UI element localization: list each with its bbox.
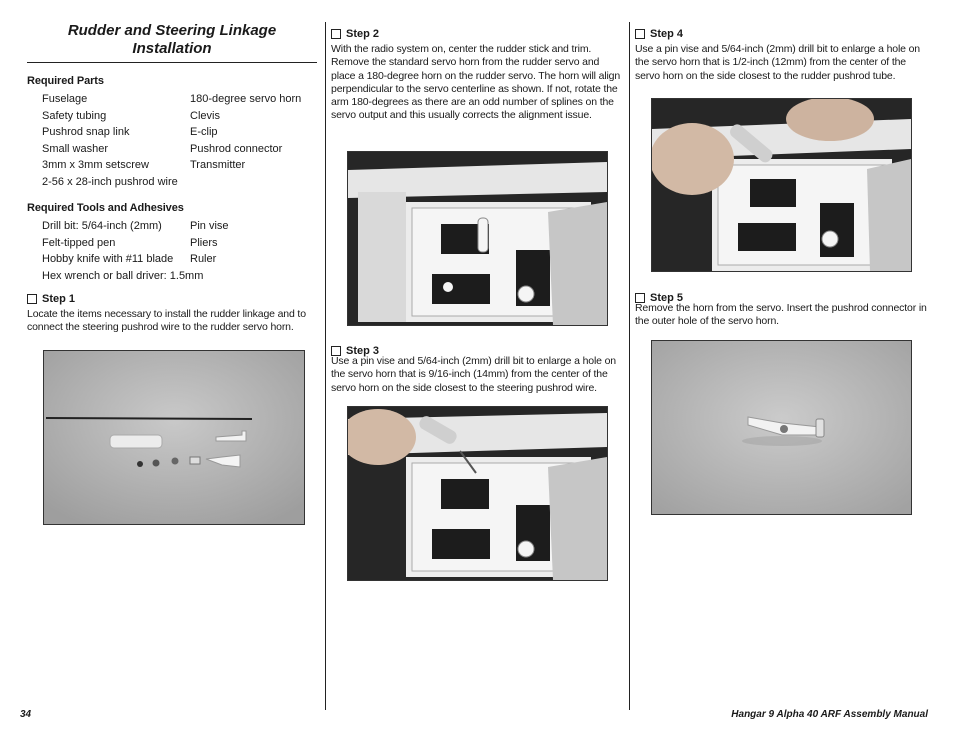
tool-item: Pliers [190,236,218,249]
required-parts-heading: Required Parts [27,75,104,87]
step-4-text: Use a pin vise and 5/64-inch (2mm) drill bit to enlarge a hole on the servo horn that is 1/2-inch (12mm) from the center of the servo horn on the side closest to the rudder pushrod tube. [635,43,920,82]
column-divider-right [629,22,630,710]
step-2-label: Step 2 [346,28,380,40]
part-item: Pushrod snap link [42,126,130,138]
step-1-photo [43,350,305,525]
step-2-checkbox[interactable] [331,29,341,39]
step-2-photo [347,151,608,326]
page-number: 34 [20,709,32,720]
part-item: 180-degree servo horn [190,93,302,105]
step-5-text: Remove the horn from the servo. Insert the pushrod connector in the outer hole of the servo horn. [635,302,927,328]
step-4-heading [635,28,927,40]
part-item [190,174,330,191]
tool-item: Felt-tipped pen [42,236,116,249]
tool-item: Drill bit: 5/64-inch (2mm) [42,220,162,232]
manual-title: Hangar 9 Alpha 40 ARF Assembly Manual [731,709,928,720]
column-middle [331,22,623,394]
step-1-checkbox[interactable] [27,294,37,304]
tool-item [190,268,330,285]
step-1-label: Step 1 [42,293,76,305]
tool-item: Pin vise [190,220,229,232]
required-tools-list [27,218,317,284]
section-title-line1: Rudder and Steering Linkage [67,22,277,39]
step-2-heading [331,28,623,40]
step-3-text: Use a pin vise and 5/64-inch (2mm) drill bit to enlarge a hole on the servo horn that is 9/16-inch (14mm) from the center of the servo horn on the side closest to the steering pushrod wire. [331,355,616,394]
part-item: E-clip [190,126,218,138]
step-3-photo [347,406,608,581]
step-1-text: Locate the items necessary to install the rudder linkage and to connect the steering pushrod wire to the rudder servo horn. [27,308,306,334]
tool-item: Hex wrench or ball driver: 1.5mm [42,269,204,282]
step-4-label: Step 4 [650,28,684,40]
part-item: 3mm x 3mm setscrew [42,159,149,171]
column-left [27,22,317,335]
required-tools-heading: Required Tools and Adhesives [27,202,184,214]
part-item: Clevis [190,109,220,122]
step-5-photo [651,340,912,515]
servo-tray-image [348,152,607,325]
part-item: Pushrod connector [190,142,283,155]
section-title-line2: Installation [132,40,212,57]
parts-layout-image [44,351,304,524]
tool-item: Ruler [190,253,217,265]
section-title [27,22,317,63]
required-parts-list [27,91,317,190]
part-item: Safety tubing [42,109,107,122]
drilling-horn-image [348,407,607,580]
step-1-heading [27,293,317,305]
step-4-photo [651,98,912,272]
step-3-label: Step 3 [346,345,380,357]
step-5-label: Step 5 [650,292,684,304]
step-2-text: With the radio system on, center the rudder stick and trim. Remove the standard servo horn from the rudder servo and place a 180-degree horn on the rudder servo. The horn will align perpendicular to the servo centerline as shown. If not, rotate the arm 180-degrees as there are an odd number of splines on the servo output and this usually corrects the alignment issue. [331,43,621,122]
column-right [635,22,927,328]
part-item: Small washer [42,142,109,155]
part-item: 2-56 x 28-inch pushrod wire [42,175,178,188]
drilling-horn-rudder-image [652,99,911,271]
step-4-checkbox[interactable] [635,29,645,39]
part-item: Transmitter [190,159,246,171]
servo-horn-connector-image [652,341,911,514]
tool-item: Hobby knife with #11 blade [42,253,174,265]
part-item: Fuselage [42,93,88,105]
